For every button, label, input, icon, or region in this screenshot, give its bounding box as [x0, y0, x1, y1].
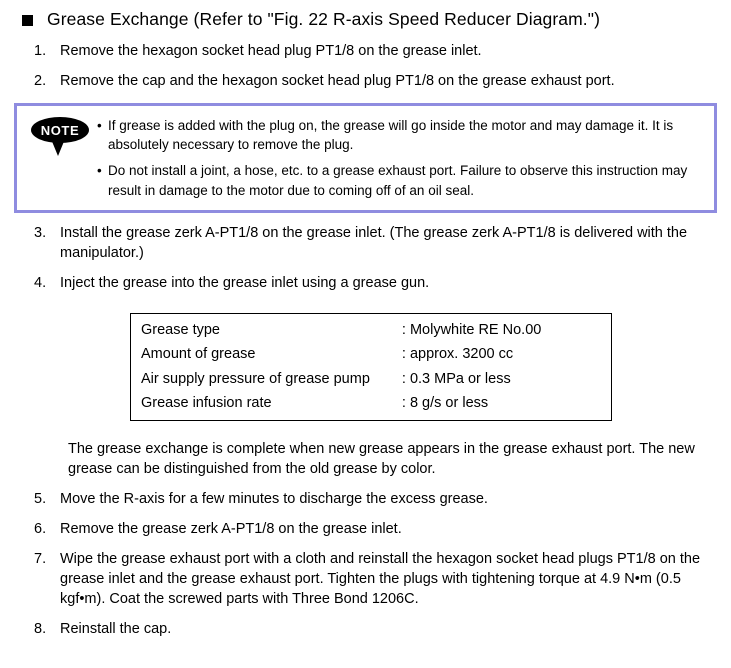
spec-label: Grease type — [141, 321, 220, 338]
page-title: Grease Exchange (Refer to "Fig. 22 R-axis Speed Reducer Diagram.") — [47, 9, 601, 29]
grease-spec-table — [130, 313, 612, 421]
spec-value: : 8 g/s or less — [401, 395, 489, 412]
list-item — [97, 161, 704, 199]
list-item — [0, 223, 731, 263]
steps-final — [0, 489, 731, 639]
spec-value: : Molywhite RE No.00 — [401, 321, 542, 338]
step-number: 6. — [34, 521, 47, 538]
step-number: 8. — [34, 621, 47, 638]
note-badge-label: NOTE — [31, 117, 89, 143]
list-item — [97, 116, 704, 154]
spec-label: Grease infusion rate — [141, 395, 272, 412]
step-number: 5. — [34, 491, 47, 508]
spec-value: : 0.3 MPa or less — [401, 370, 511, 387]
spec-label: Amount of grease — [141, 346, 256, 363]
bullet-icon: • — [97, 163, 102, 179]
list-item — [0, 273, 731, 293]
steps-before-note — [0, 41, 731, 91]
note-text: Do not install a joint, a hose, etc. to a grease exhaust port. Failure to observe this instruction may result in damage to the motor due to coming off of an oil seal. — [108, 163, 688, 198]
step-text: Wipe the grease exhaust port with a cloth and reinstall the hexagon socket head plugs PT1/8 on the grease inlet and the grease exhaust port. Tighten the plugs with tightening torque at 4.9 N•m (0.5 kgf•m). Coat the screwed parts with Three Bond 1206C. — [60, 551, 701, 608]
spec-label: Air supply pressure of grease pump — [141, 370, 370, 387]
step-text: Move the R-axis for a few minutes to discharge the excess grease. — [60, 491, 488, 508]
document-page — [0, 8, 731, 668]
step-text: Reinstall the cap. — [60, 621, 172, 638]
steps-after-note — [0, 223, 731, 293]
completion-paragraph: The grease exchange is complete when new grease appears in the grease exhaust port. The new grease can be distinguished from the old grease by color. — [68, 441, 695, 478]
bullet-icon: • — [97, 118, 102, 134]
step-number: 2. — [34, 73, 47, 90]
spec-value: : approx. 3200 cc — [401, 346, 514, 363]
step-number: 3. — [34, 224, 47, 241]
note-items — [97, 115, 704, 200]
note-text: If grease is added with the plug on, the grease will go inside the motor and may damage it. It is absolutely necessary to remove the plug. — [108, 118, 674, 153]
note-badge-tail-icon — [51, 139, 65, 156]
table-row — [131, 391, 612, 420]
step-text: Inject the grease into the grease inlet using a grease gun. — [60, 274, 430, 291]
step-text: Install the grease zerk A-PT1/8 on the grease inlet. (The grease zerk A-PT1/8 is delivered with the manipulator.) — [60, 224, 688, 261]
square-bullet-icon — [22, 15, 33, 26]
list-item — [0, 71, 731, 91]
list-item — [0, 519, 731, 539]
step-text: Remove the cap and the hexagon socket head plug PT1/8 on the grease exhaust port. — [60, 73, 615, 90]
list-item — [0, 549, 731, 609]
step-number: 4. — [34, 274, 47, 291]
table-row — [131, 342, 612, 367]
table-row — [131, 313, 612, 342]
note-badge — [23, 117, 97, 163]
spec-table-wrapper — [0, 313, 731, 421]
section-heading — [0, 8, 731, 31]
step-number: 7. — [34, 551, 47, 568]
list-item — [0, 619, 731, 639]
note-callout — [14, 103, 717, 213]
step-text: Remove the grease zerk A-PT1/8 on the grease inlet. — [60, 521, 402, 538]
list-item — [0, 489, 731, 509]
step-text: Remove the hexagon socket head plug PT1/8 on the grease inlet. — [60, 43, 482, 60]
list-item — [0, 41, 731, 61]
table-row — [131, 367, 612, 392]
step-number: 1. — [34, 43, 47, 60]
